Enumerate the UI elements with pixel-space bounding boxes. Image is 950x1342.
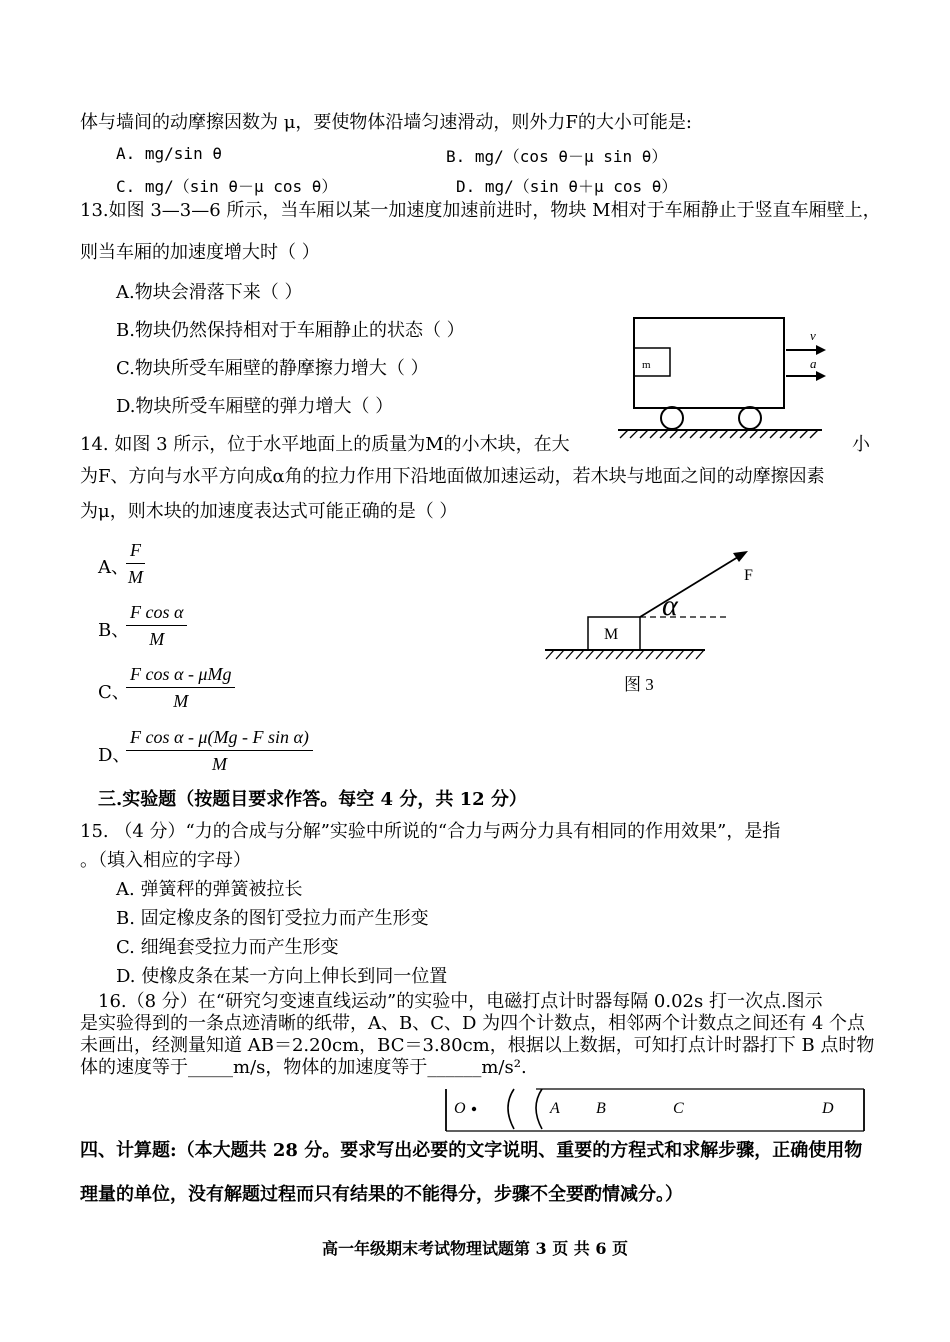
block-ground-hatch [546, 650, 704, 659]
q15-option-a: A. 弹簧秤的弹簧被拉长 [116, 879, 303, 900]
q14-line2: 为F、方向与水平方向成α角的拉力作用下沿地面做加速运动，若木块与地面之间的动摩擦因素 [80, 466, 825, 487]
q16-line2: 是实验得到的一条点迹清晰的纸带，A、B、C、D 为四个计数点，相邻两个计数点之间还有 4 个点 [80, 1013, 866, 1034]
block-force-figure [540, 545, 770, 695]
tape-label-o: O [454, 1100, 466, 1117]
q15-option-c: C. 细绳套受拉力而产生形变 [116, 937, 339, 958]
tape-break-right [536, 1089, 542, 1129]
q12-stem: 体与墙间的动摩擦因数为 μ，要使物体沿墙匀速滑动，则外力F的大小可能是: [80, 112, 692, 133]
force-arrow-head [733, 551, 748, 562]
section4-line1: 四、计算题:（本大题共 28 分。要求写出必要的文字说明、重要的方程式和求解步骤，正确使用物 [80, 1140, 863, 1161]
tape-break-left [508, 1089, 514, 1129]
q14-option-d-fraction [126, 727, 313, 775]
section4-line2: 理量的单位，没有解题过程而只有结果的不能得分，步骤不全要酌情减分。） [80, 1184, 683, 1205]
q16-line3: 未画出，经测量知道 AB＝2.20cm，BC＝3.80cm，根据以上数据，可知打点计时器打下 B 点时物 [80, 1035, 875, 1056]
force-label: F [744, 567, 753, 584]
force-arrow-line [640, 557, 738, 617]
q14-option-c-label: C、 [98, 682, 130, 703]
q12-option-b: B. mg/（cos θ－μ sin θ） [446, 147, 668, 166]
q13-option-d: D.物块所受车厢壁的弹力增大（ ） [116, 396, 394, 417]
car-block-label: m [642, 359, 651, 371]
block-m-label: M [604, 626, 619, 643]
q14-option-b-numerator: F cos α [130, 602, 184, 622]
q14-option-b-denominator: M [149, 629, 165, 649]
car-figure [610, 310, 840, 440]
q14-option-b-fraction [126, 602, 187, 650]
tape-dot-o [472, 1107, 476, 1111]
q13-option-c: C.物块所受车厢壁的静摩擦力增大（ ） [116, 358, 429, 379]
q14-option-d-denominator: M [211, 754, 227, 774]
paper-tape-figure [440, 1085, 870, 1135]
q15-option-b: B. 固定橡皮条的图钉受拉力而产生形变 [116, 908, 429, 929]
q12-option-c: C. mg/（sin θ－μ cos θ） [116, 177, 338, 196]
q14-option-c-numerator: F cos α - μMg [130, 664, 232, 684]
angle-label: α [662, 589, 678, 622]
q14-line3: 为μ，则木块的加速度表达式可能正确的是（ ） [80, 501, 458, 522]
figure-caption: 图 3 [624, 675, 654, 694]
acceleration-arrow-head [816, 371, 826, 381]
q13-option-a: A.物块会滑落下来（ ） [116, 282, 303, 303]
q14-option-c-fraction [126, 664, 235, 712]
q14-option-d-label: D、 [98, 745, 131, 766]
q14-option-d-numerator: F cos α - μ(Mg - F sin α) [130, 727, 309, 747]
q13-stem-line1: 13.如图 3—3—6 所示，当车厢以某一加速度加速前进时，物块 M相对于车厢静止于竖直车厢壁上， [80, 200, 881, 221]
page-footer: 高一年级期末考试物理试题第 3 页 共 6 页 [321, 1239, 629, 1258]
car-block [634, 348, 670, 376]
q15-line1: 15. （4 分）“力的合成与分解”实验中所说的“合力与两分力具有相同的作用效果”，是指 [80, 821, 781, 842]
q14-option-b-label: B、 [98, 620, 130, 641]
velocity-label: v [810, 328, 816, 343]
q16-line1: 16.（8 分）在“研究匀变速直线运动”的实验中，电磁打点计时器每隔 0.02s 打一次点.图示 [98, 991, 823, 1012]
q15-line2: 。（填入相应的字母） [80, 850, 251, 871]
q13-stem-line2: 则当车厢的加速度增大时（ ） [80, 242, 320, 263]
q14-option-a-denominator: M [128, 567, 143, 587]
tape-label-a: A [550, 1100, 560, 1117]
q15-option-d: D. 使橡皮条在某一方向上伸长到同一位置 [116, 966, 448, 987]
q12-option-a: A. mg/sin θ [116, 144, 222, 163]
q14-option-c-denominator: M [173, 691, 189, 711]
car-body [634, 318, 784, 408]
car-ground-hatch [620, 430, 818, 438]
q14-option-a-label: A、 [98, 557, 129, 578]
tape-label-d: D [822, 1100, 834, 1117]
tape-label-b: B [596, 1100, 606, 1117]
tape-label-c: C [673, 1100, 684, 1117]
acceleration-label: a [810, 356, 817, 371]
q14-line1: 14. 如图 3 所示，位于水平地面上的质量为M的小木块，在大 [80, 434, 570, 455]
q16-line4: 体的速度等于_____m/s，物体的加速度等于______m/s². [80, 1057, 527, 1078]
car-wheel-left [661, 407, 683, 429]
velocity-arrow-head [816, 345, 826, 355]
q13-option-b: B.物块仍然保持相对于车厢静止的状态（ ） [116, 320, 465, 341]
section3-title: 三.实验题（按题目要求作答。每空 4 分，共 12 分） [98, 789, 527, 810]
q14-line1-tail: 小 [852, 434, 870, 455]
q14-option-a-numerator: F [130, 540, 141, 560]
q12-option-d: D. mg/（sin θ＋μ cos θ） [456, 177, 678, 196]
q14-option-a-fraction [126, 540, 145, 588]
car-wheel-right [739, 407, 761, 429]
